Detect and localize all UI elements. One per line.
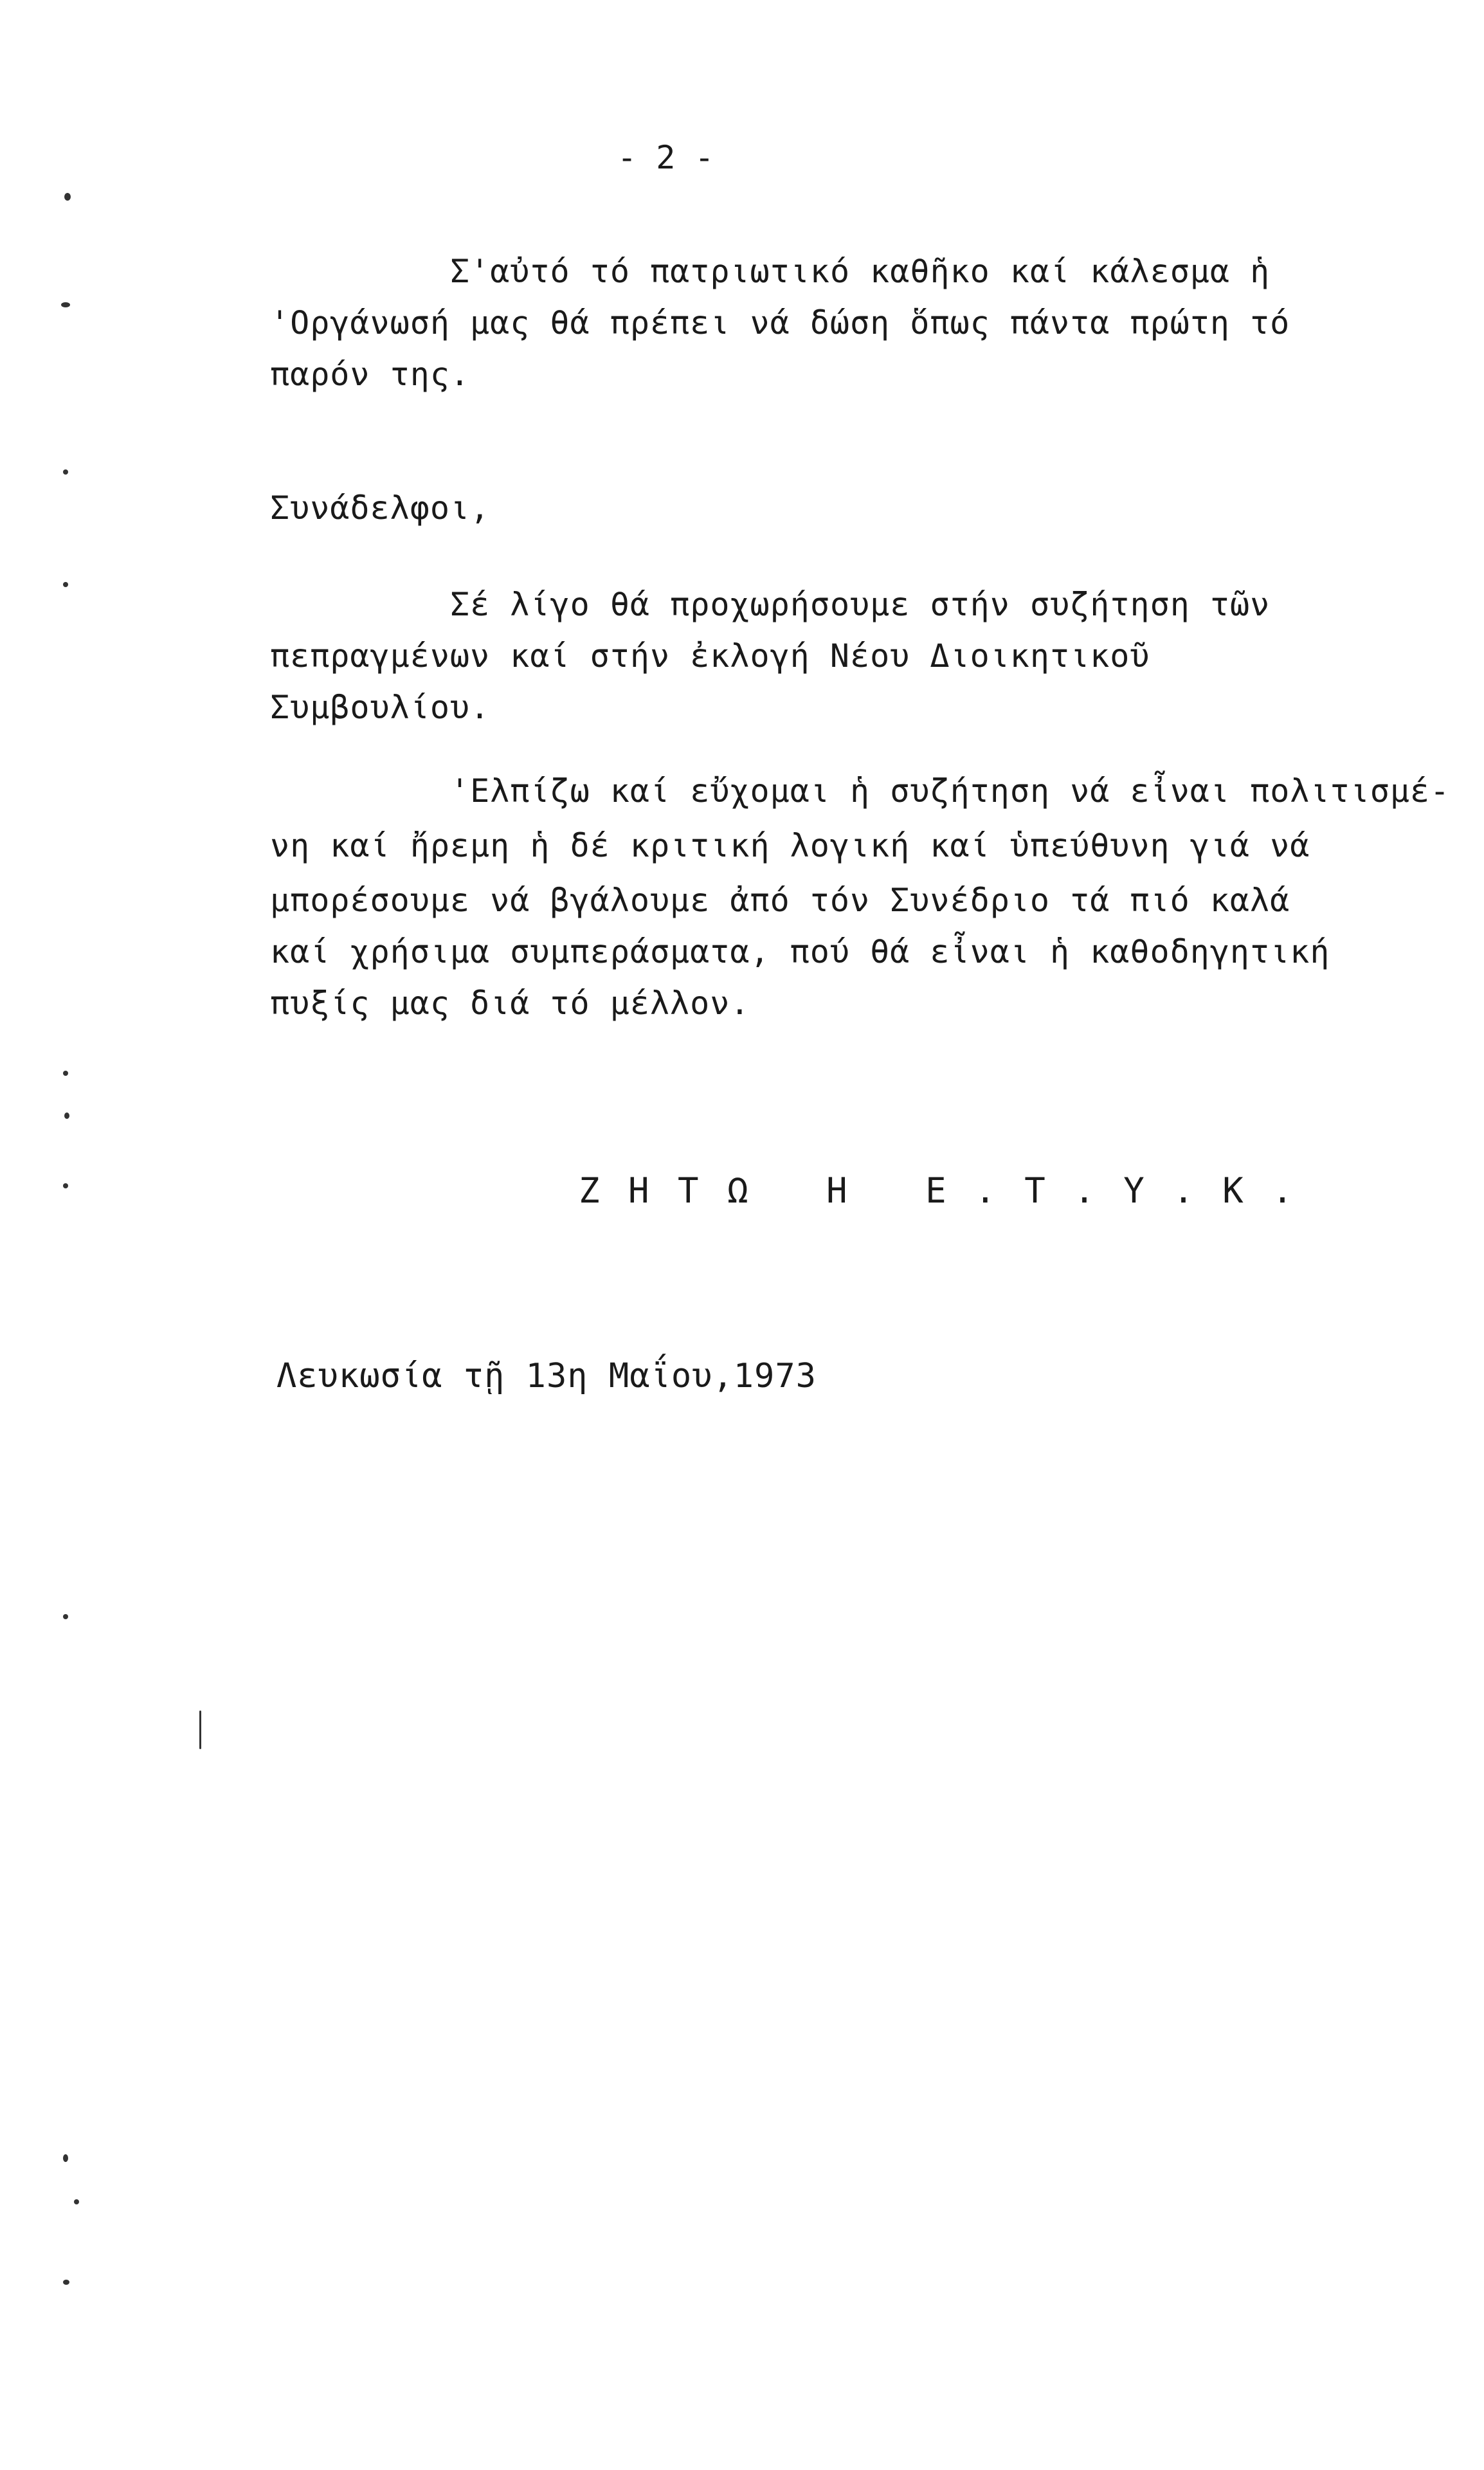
paragraph-2-line-2: πεπραγμένων καί στήν ἐκλογή Νέου Διοικητικοῦ bbox=[270, 637, 1150, 675]
date-line: Λευκωσία τῇ 13η Μαΐου,1973 bbox=[276, 1357, 817, 1395]
scan-speck bbox=[74, 2199, 79, 2204]
scan-speck bbox=[63, 1071, 68, 1076]
salutation: Συνάδελφοι, bbox=[270, 489, 491, 527]
scan-speck bbox=[64, 193, 71, 201]
scan-speck bbox=[63, 2154, 68, 2162]
scan-speck bbox=[63, 582, 68, 587]
scan-speck bbox=[63, 2280, 69, 2285]
paragraph-3-line-2: νη καί ἤρεμη ἡ δέ κριτική λογική καί ὑπεύθυνη γιά νά bbox=[270, 827, 1310, 864]
paragraph-1-line-2: 'Οργάνωσή μας θά πρέπει νά δώση ὅπως πάντα πρώτη τό bbox=[270, 304, 1290, 341]
page-number: - 2 - bbox=[617, 139, 714, 176]
paragraph-3-line-4: καί χρήσιμα συμπεράσματα, πού θά εἶναι ἡ καθοδηγητική bbox=[270, 933, 1330, 970]
scan-speck bbox=[63, 1183, 68, 1188]
scan-speck bbox=[61, 302, 70, 307]
scan-speck bbox=[63, 1614, 68, 1619]
paragraph-1-line-3: παρόν της. bbox=[270, 356, 471, 393]
slogan: Ζ Η Τ Ω Η Ε . Τ . Υ . Κ . bbox=[579, 1170, 1297, 1211]
scan-speck bbox=[63, 469, 68, 475]
paragraph-3-line-3: μπορέσουμε νά βγάλουμε ἀπό τόν Συνέδριο τά πιό καλά bbox=[270, 882, 1290, 919]
scan-speck bbox=[64, 1112, 69, 1119]
paragraph-1-line-1: Σ'αὐτό τό πατριωτικό καθῆκο καί κάλεσμα ἡ bbox=[450, 253, 1271, 290]
scan-speck bbox=[199, 1711, 201, 1749]
paragraph-3-line-5: πυξίς μας διά τό μέλλον. bbox=[270, 985, 750, 1022]
paragraph-2-line-1: Σέ λίγο θά προχωρήσουμε στήν συζήτηση τῶν bbox=[450, 586, 1271, 623]
paragraph-2-line-3: Συμβουλίου. bbox=[270, 689, 491, 726]
paragraph-3-line-1: 'Ελπίζω καί εὔχομαι ἡ συζήτηση νά εἶναι πολιτισμέ- bbox=[450, 772, 1451, 810]
